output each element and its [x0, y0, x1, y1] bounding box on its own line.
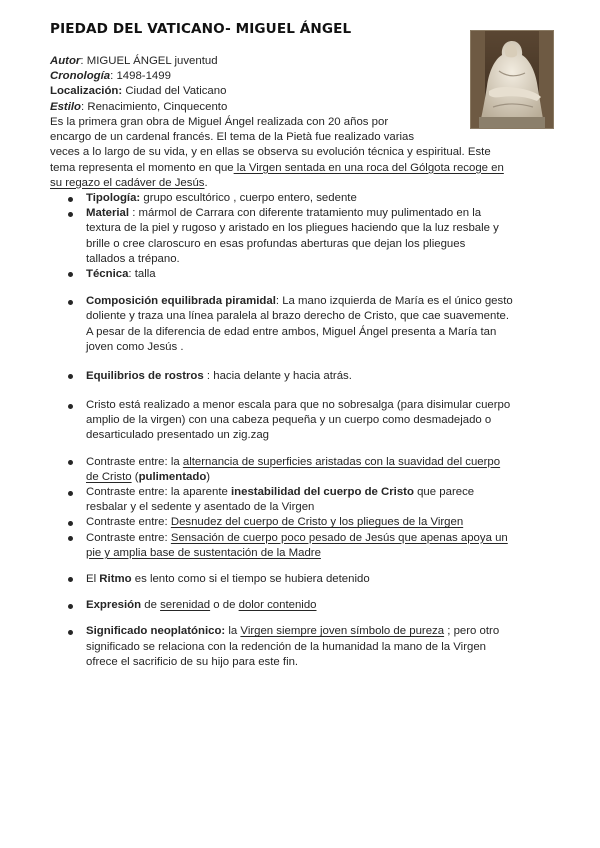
equilibrios-label: Equilibrios de rostros — [86, 369, 204, 382]
intro-underlined: su regazo el cadáver de Jesús — [50, 176, 205, 189]
material-label: Material — [86, 207, 130, 220]
contraste-text: Contraste entre: — [86, 516, 171, 529]
bullet-material — [50, 206, 550, 267]
autor-value: : MIGUEL ÁNGEL juventud — [80, 55, 218, 67]
bullet-dot-icon — [68, 536, 73, 541]
expresion-bold: Expresión — [86, 599, 142, 612]
cronologia-label: Cronología — [50, 70, 111, 83]
expresion-text: de — [141, 599, 161, 612]
contraste-underlined: alternancia de superficies aristadas con la suavidad del cuerpo — [182, 455, 501, 468]
expresion-underlined: serenidad — [160, 599, 211, 612]
intro-line: veces a lo largo de su vida, y en ellas se observa su evolución técnica y espiritual. Este — [50, 146, 491, 159]
intro-paragraph — [50, 115, 550, 191]
analysis-bullet-list — [50, 191, 550, 670]
intro-text: tema representa el momento en que — [50, 161, 234, 174]
intro-underlined: la Virgen sentada en una roca del Gólgota recoge en — [233, 161, 504, 174]
significado-underlined: Virgen siempre joven símbolo de pureza — [240, 625, 445, 638]
intro-line: encargo de un cardenal francés. El tema de la Pietà fue realizado varias — [50, 131, 415, 144]
bullet-dot-icon — [68, 212, 73, 217]
tipologia-text: grupo escultórico , cuerpo entero, sedente — [140, 192, 357, 204]
bullet-dot-icon — [68, 374, 73, 379]
contraste-underlined: pie y amplia base de sustentación de la Madre — [86, 546, 321, 559]
ritmo-text: El — [86, 572, 100, 585]
bullet-dot-icon — [68, 630, 73, 635]
contraste-text: ( — [131, 470, 139, 483]
composicion-text: : La mano izquierda de María es el único gesto — [275, 295, 513, 308]
bullet-dot-icon — [68, 197, 73, 202]
equilibrios-text: : hacia delante y hacia atrás. — [203, 369, 352, 382]
bullet-escala — [50, 398, 550, 444]
contraste-bold: pulimentado — [138, 470, 207, 483]
bullet-equilibrios — [50, 369, 550, 384]
bullet-dot-icon — [68, 404, 73, 409]
contraste-bold: inestabilidad del cuerpo de Cristo — [231, 486, 414, 498]
bullet-dot-icon — [68, 521, 73, 526]
composicion-line: doliente y traza una línea paralela al brazo derecho de Cristo, que cae suavemente. — [86, 310, 509, 323]
composicion-line: joven como Jesús . — [86, 340, 184, 353]
intro-line — [50, 161, 550, 176]
escala-line: amplio de la virgen) con una cabeza pequeña y un cuerpo como desmadejado o — [86, 414, 492, 427]
estilo-label: Estilo — [50, 100, 82, 113]
cronologia-row — [50, 69, 470, 84]
artwork-metadata — [50, 54, 470, 115]
intro-line: Es la primera gran obra de Miguel Ángel realizada con 20 años por — [50, 116, 389, 128]
page-title: PIEDAD DEL VATICANO- MIGUEL ÁNGEL — [50, 21, 352, 37]
significado-bold: Significado neoplatónico: — [86, 625, 226, 638]
bullet-dot-icon — [68, 604, 73, 609]
bullet-dot-icon — [68, 272, 73, 277]
intro-line — [50, 176, 550, 191]
estilo-value: : Renacimiento, Cinquecento — [81, 100, 228, 113]
contraste-text: Contraste entre: la — [86, 455, 183, 468]
autor-row — [50, 54, 470, 69]
tecnica-label: Técnica — [86, 267, 129, 280]
bullet-tecnica — [50, 267, 550, 282]
bullet-composicion — [50, 294, 550, 355]
contraste-underlined: Desnudez del cuerpo de Cristo y los pliegues de la Virgen — [170, 516, 464, 529]
bullet-contraste-inestabilidad — [50, 485, 550, 515]
significado-text: la — [225, 625, 241, 638]
expresion-underlined: dolor contenido — [238, 599, 317, 612]
tecnica-text: : talla — [128, 267, 156, 280]
contraste-underlined: de Cristo — [86, 470, 132, 483]
bullet-contraste-superficies — [50, 455, 550, 485]
contraste-text: que parece — [413, 486, 475, 498]
material-line: tallados a trépano. — [86, 252, 180, 265]
intro-text: . — [204, 176, 208, 189]
ritmo-bold: Ritmo — [99, 572, 132, 585]
bullet-dot-icon — [68, 460, 73, 465]
composicion-label: Composición equilibrada piramidal — [86, 295, 276, 308]
material-line: brille o cree claroscuro en esas profundas aberturas que dejan los pliegues — [86, 237, 466, 250]
significado-line: significado se relaciona con la redención de la humanidad la mano de la Virgen — [86, 640, 486, 653]
cronologia-value: : 1498-1499 — [110, 70, 171, 83]
bullet-dot-icon — [68, 300, 73, 305]
significado-text: ; pero otro — [444, 625, 500, 638]
tipologia-label: Tipología: — [86, 192, 141, 204]
bullet-contraste-desnudez — [50, 515, 550, 530]
escala-line: desarticulado presentado un zig.zag — [86, 429, 270, 442]
localizacion-value: Ciudad del Vaticano — [122, 85, 227, 98]
material-line: textura de la piel y rugoso y aristado en los pliegues haciendo que la luz resbale y — [86, 222, 499, 235]
bullet-ritmo — [50, 572, 550, 587]
expresion-text: o de — [210, 599, 239, 612]
localizacion-row — [50, 84, 470, 99]
bullet-dot-icon — [68, 491, 73, 496]
estilo-row — [50, 100, 470, 115]
localizacion-label: Localización: — [50, 85, 123, 98]
pieta-image — [471, 31, 553, 128]
significado-line: ofrece el sacrificio de su hijo para este fin. — [86, 655, 299, 668]
contraste-line: resbalar y el sedente y asentado de la Virgen — [86, 501, 315, 514]
bullet-significado — [50, 624, 550, 670]
escala-line: Cristo está realizado a menor escala para que no sobresalga (para disimular cuerpo — [86, 399, 511, 412]
autor-label: Autor — [50, 55, 81, 67]
bullet-contraste-sensacion — [50, 531, 550, 561]
contraste-text: Contraste entre: — [86, 531, 171, 544]
ritmo-text: es lento como si el tiempo se hubiera detenido — [131, 572, 370, 585]
contraste-text: ) — [206, 470, 211, 483]
contraste-text: Contraste entre: la aparente — [86, 486, 232, 498]
contraste-underlined: Sensación de cuerpo poco pesado de Jesús que apenas apoya un — [170, 531, 508, 544]
bullet-dot-icon — [68, 577, 73, 582]
bullet-expresion — [50, 598, 550, 613]
material-text: : mármol de Carrara con diferente tratamiento muy pulimentado en la — [129, 207, 482, 220]
composicion-line: A pesar de la diferencia de edad entre ambos, Miguel Ángel presenta a María tan — [86, 325, 497, 338]
bullet-tipologia — [50, 191, 550, 206]
